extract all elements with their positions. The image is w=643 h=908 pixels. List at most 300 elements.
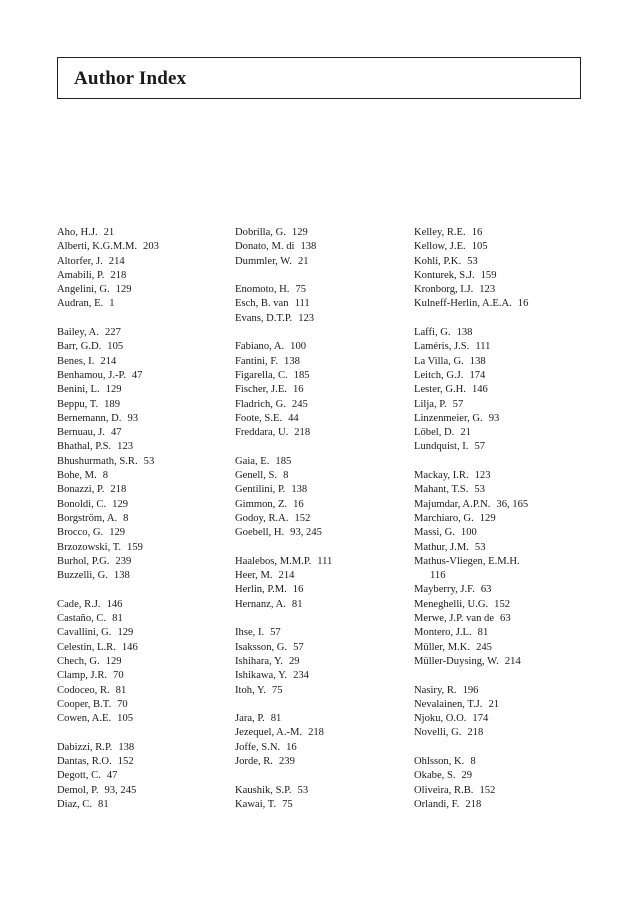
- index-entry: [414, 383, 586, 397]
- index-entry: [235, 383, 403, 397]
- page-numbers: 239: [115, 555, 132, 567]
- author-name: La Villa, G.: [414, 355, 464, 367]
- page-numbers: 16: [293, 498, 304, 510]
- author-name: Bernuau, J.: [57, 427, 105, 439]
- page-numbers: 63: [480, 584, 492, 596]
- index-entry: [57, 398, 225, 412]
- page-numbers: 57: [474, 441, 486, 453]
- author-name: Ishikawa, Y.: [235, 670, 288, 682]
- index-entry: [235, 512, 403, 526]
- letter-group: [235, 283, 403, 326]
- page-numbers: 47: [110, 427, 122, 439]
- author-name: Mathus-Vliegen, E.M.H.: [414, 555, 520, 567]
- author-name: Ohlsson, K.: [414, 755, 465, 767]
- author-name: Mayberry, J.F.: [414, 584, 475, 596]
- page-numbers: 105: [117, 713, 134, 725]
- page-numbers: 81: [112, 613, 123, 625]
- page-numbers: 93, 245: [104, 784, 137, 796]
- page-numbers: 57: [270, 627, 281, 639]
- index-entry: [414, 369, 586, 383]
- index-entry: [57, 240, 225, 254]
- index-entry-continuation: [414, 569, 586, 583]
- author-name: Benes, I.: [57, 355, 95, 367]
- page-numbers: 152: [479, 784, 496, 796]
- page-numbers: 63: [500, 613, 511, 625]
- index-entry: [57, 469, 225, 483]
- index-entry: [235, 784, 403, 798]
- author-name: Jorde, R.: [235, 755, 273, 767]
- author-name: Kaushik, S.P.: [235, 784, 292, 796]
- index-entry: [57, 684, 225, 698]
- page-numbers: 21: [460, 427, 471, 439]
- page-numbers: 16: [286, 741, 297, 753]
- index-entry: [57, 440, 225, 454]
- author-name: Amabili, P.: [57, 269, 105, 281]
- page-numbers: 81: [115, 684, 127, 696]
- page-numbers: 105: [107, 341, 124, 353]
- author-name: Audran, E.: [57, 298, 104, 310]
- author-name: Buzzelli, G.: [57, 570, 108, 582]
- index-entry: [235, 641, 403, 655]
- index-entry: [235, 569, 403, 583]
- author-name: Orlandi, F.: [414, 798, 460, 810]
- page-numbers: 174: [469, 369, 486, 381]
- author-name: Haalebos, M.M.P.: [235, 555, 312, 567]
- page-numbers: 47: [131, 369, 143, 381]
- index-entry: [235, 355, 403, 369]
- index-entry: [57, 526, 225, 540]
- index-entry: [57, 784, 225, 798]
- page-numbers: 29: [461, 770, 473, 782]
- author-name: Evans, D.T.P.: [235, 312, 293, 324]
- index-entry: [57, 355, 225, 369]
- page-numbers: 29: [288, 655, 300, 667]
- page-numbers: 245: [476, 641, 492, 653]
- index-entry: [57, 626, 225, 640]
- author-name: Laméris, J.S.: [414, 341, 470, 353]
- page-numbers: 146: [121, 641, 138, 653]
- index-column-3: [414, 226, 586, 826]
- page-numbers: 75: [295, 284, 307, 296]
- author-name: Müller-Duysing, W.: [414, 655, 499, 667]
- index-entry: [235, 726, 403, 740]
- page-numbers: 16: [517, 298, 529, 310]
- page-numbers: 214: [100, 355, 117, 367]
- index-entry: [57, 541, 225, 555]
- author-name: Ishihara, Y.: [235, 655, 283, 667]
- author-name: Dummler, W.: [235, 255, 292, 267]
- page-numbers: 57: [293, 641, 304, 653]
- author-name: Angelini, G.: [57, 284, 110, 296]
- author-name: Burhol, P.G.: [57, 555, 110, 567]
- author-name: Benhamou, J.-P.: [57, 369, 126, 381]
- index-entry: [57, 383, 225, 397]
- author-name: Alberti, K.G.M.M.: [57, 241, 138, 253]
- page-numbers: 218: [308, 727, 324, 739]
- page-numbers: 189: [104, 398, 120, 410]
- author-name: Müller, M.K.: [414, 641, 471, 653]
- author-name: Oliveira, R.B.: [414, 784, 474, 796]
- letter-group: [235, 784, 403, 813]
- page-numbers: 138: [291, 484, 308, 496]
- author-name: Mahant, T.S.: [414, 484, 469, 496]
- author-name: Cade, R.J.: [57, 598, 101, 610]
- index-entry: [414, 726, 586, 740]
- page-numbers: 146: [471, 384, 488, 396]
- page-numbers: 111: [317, 555, 333, 567]
- index-entry: [414, 555, 586, 569]
- page-numbers: 159: [480, 269, 497, 281]
- index-entry: [414, 255, 586, 269]
- author-name: Codoceo, R.: [57, 684, 110, 696]
- index-entry: [235, 240, 403, 254]
- author-name: Figarella, C.: [235, 369, 288, 381]
- index-entry: [57, 426, 225, 440]
- page-numbers: 1: [109, 298, 115, 310]
- page-numbers: 138: [284, 355, 300, 367]
- index-entry: [414, 641, 586, 655]
- author-name: Nasiry, R.: [414, 684, 457, 696]
- page-numbers: 21: [488, 698, 500, 710]
- author-name: Marchiaro, G.: [414, 512, 474, 524]
- letter-group: [414, 755, 586, 812]
- index-entry: [57, 326, 225, 340]
- index-entry: [57, 269, 225, 283]
- page-numbers: 8: [102, 470, 109, 482]
- author-name: Lester, G.H.: [414, 384, 466, 396]
- author-name: Herlin, P.M.: [235, 584, 287, 596]
- index-entry: [414, 512, 586, 526]
- index-entry: [235, 526, 403, 540]
- author-name: Brzozowski, T.: [57, 541, 122, 553]
- author-name: Gaia, E.: [235, 455, 270, 467]
- author-name: Degott, C.: [57, 770, 101, 782]
- letter-group: [57, 326, 225, 583]
- page-numbers: 214: [504, 655, 521, 667]
- page-numbers: 129: [479, 512, 496, 524]
- author-name: Genell, S.: [235, 470, 278, 482]
- author-name: Bonazzi, P.: [57, 484, 105, 496]
- author-name: Aho, H.J.: [57, 227, 98, 238]
- page-numbers: 146: [106, 598, 123, 610]
- page-numbers: 116: [430, 570, 446, 582]
- page-numbers: 218: [467, 727, 484, 739]
- author-name: Itoh, Y.: [235, 684, 266, 696]
- page-numbers: 123: [474, 470, 491, 482]
- author-name: Freddara, U.: [235, 427, 289, 439]
- index-entry: [235, 283, 403, 297]
- author-name: Cooper, B.T.: [57, 698, 112, 710]
- author-name: Kellow, J.E.: [414, 241, 466, 253]
- author-name: Dantas, R.O.: [57, 755, 112, 767]
- page-numbers: 152: [117, 755, 134, 767]
- index-entry: [414, 755, 586, 769]
- author-name: Dabizzi, R.P.: [57, 741, 113, 753]
- index-entry: [414, 798, 586, 812]
- index-entry: [235, 684, 403, 698]
- page-numbers: 218: [110, 269, 127, 281]
- index-entry: [414, 526, 586, 540]
- page-numbers: 100: [460, 527, 477, 539]
- page-numbers: 105: [471, 241, 488, 253]
- author-name: Benini, L.: [57, 384, 100, 396]
- page-numbers: 138: [113, 570, 130, 582]
- index-entry: [235, 369, 403, 383]
- author-name: Kulneff-Herlin, A.E.A.: [414, 298, 512, 310]
- page-numbers: 214: [278, 570, 295, 582]
- index-entry: [235, 598, 403, 612]
- index-entry: [57, 641, 225, 655]
- author-name: Joffe, S.N.: [235, 741, 281, 753]
- page-numbers: 16: [292, 384, 304, 396]
- index-entry: [235, 255, 403, 269]
- author-name: Laffi, G.: [414, 327, 451, 339]
- page-numbers: 218: [110, 484, 127, 496]
- index-entry: [235, 498, 403, 512]
- letter-group: [235, 226, 403, 269]
- index-entry: [57, 569, 225, 583]
- page-numbers: 111: [294, 298, 310, 310]
- page-numbers: 185: [293, 369, 310, 381]
- page-numbers: 53: [297, 784, 309, 796]
- author-name: Montero, J.L.: [414, 627, 472, 639]
- index-entry: [414, 769, 586, 783]
- author-name: Beppu, T.: [57, 398, 99, 410]
- letter-group: [414, 469, 586, 669]
- author-name: Gentilini, P.: [235, 484, 286, 496]
- index-entry: [414, 426, 586, 440]
- author-name: Bhathal, P.S.: [57, 441, 112, 453]
- page-numbers: 129: [291, 227, 308, 238]
- page-numbers: 111: [475, 341, 491, 353]
- author-name: Gimmon, Z.: [235, 498, 288, 510]
- index-entry: [235, 741, 403, 755]
- page-numbers: 138: [456, 327, 473, 339]
- author-name: Dobrilla, G.: [235, 227, 286, 238]
- page-numbers: 138: [300, 241, 317, 253]
- index-entry: [57, 612, 225, 626]
- index-entry: [57, 455, 225, 469]
- index-entry: [57, 769, 225, 783]
- author-name: Kronborg, I.J.: [414, 284, 474, 296]
- index-entry: [57, 698, 225, 712]
- letter-group: [235, 555, 403, 612]
- page-numbers: 203: [143, 241, 159, 253]
- index-entry: [414, 326, 586, 340]
- page-numbers: 70: [117, 698, 128, 710]
- title-box: [57, 57, 581, 99]
- author-name: Diaz, C.: [57, 798, 93, 810]
- letter-group: [235, 340, 403, 440]
- index-entry: [57, 283, 225, 297]
- author-name: Ihse, I.: [235, 627, 265, 639]
- author-name: Mackay, I.R.: [414, 470, 469, 482]
- author-name: Kawai, T.: [235, 798, 277, 810]
- page-numbers: 185: [275, 455, 292, 467]
- index-column-1: [57, 226, 225, 826]
- page-numbers: 93: [127, 412, 139, 424]
- index-entry: [57, 755, 225, 769]
- index-entry: [57, 369, 225, 383]
- page-numbers: 245: [291, 398, 308, 410]
- index-entry: [57, 655, 225, 669]
- author-name: Jezequel, A.-M.: [235, 727, 303, 739]
- author-name: Merwe, J.P. van de: [414, 613, 495, 625]
- author-name: Fischer, J.E.: [235, 384, 287, 396]
- index-entry: [235, 469, 403, 483]
- index-entry: [57, 555, 225, 569]
- author-name: Clamp, J.R.: [57, 670, 108, 682]
- page-numbers: 81: [270, 713, 282, 725]
- index-entry: [235, 798, 403, 812]
- page-numbers: 100: [290, 341, 307, 353]
- author-name: Löbel, D.: [414, 427, 455, 439]
- author-name: Lilja, P.: [414, 398, 447, 410]
- letter-group: [57, 741, 225, 812]
- page-numbers: 93: [488, 412, 500, 424]
- index-entry: [414, 355, 586, 369]
- index-entry: [414, 483, 586, 497]
- author-name: Goebell, H.: [235, 527, 285, 539]
- page-numbers: 81: [477, 627, 489, 639]
- index-entry: [57, 297, 225, 311]
- author-name: Massi, G.: [414, 527, 455, 539]
- page-numbers: 16: [292, 584, 304, 596]
- author-name: Castaño, C.: [57, 613, 107, 625]
- author-name: Fabiano, A.: [235, 341, 285, 353]
- page-numbers: 16: [471, 227, 483, 238]
- letter-group: [414, 226, 586, 312]
- author-name: Cavallini, G.: [57, 627, 112, 639]
- author-name: Majumdar, A.P.N.: [414, 498, 491, 510]
- index-entry: [414, 698, 586, 712]
- author-name: Leitch, G.J.: [414, 369, 464, 381]
- author-name: Barr, G.D.: [57, 341, 102, 353]
- page-numbers: 152: [494, 598, 511, 610]
- index-entry: [57, 798, 225, 812]
- index-column-2: [235, 226, 403, 826]
- index-entry: [235, 655, 403, 669]
- author-name: Enomoto, H.: [235, 284, 290, 296]
- page-title: Author Index: [74, 68, 187, 89]
- page-numbers: 123: [117, 441, 134, 453]
- page-numbers: 47: [106, 770, 118, 782]
- index-entry: [57, 498, 225, 512]
- index-entry: [414, 684, 586, 698]
- page-numbers: 129: [115, 284, 132, 296]
- author-name: Celestin, L.R.: [57, 641, 116, 653]
- author-name: Linzenmeier, G.: [414, 412, 483, 424]
- index-entry: [57, 598, 225, 612]
- page-numbers: 129: [105, 384, 122, 396]
- index-entry: [414, 598, 586, 612]
- page-numbers: 21: [297, 255, 309, 267]
- page-numbers: 53: [143, 455, 155, 467]
- page-numbers: 159: [127, 541, 143, 553]
- page-numbers: 53: [467, 255, 478, 267]
- page-numbers: 8: [123, 512, 129, 524]
- author-name: Kohli, P.K.: [414, 255, 462, 267]
- letter-group: [235, 455, 403, 541]
- index-entry: [414, 240, 586, 254]
- index-entry: [414, 469, 586, 483]
- index-entry: [414, 498, 586, 512]
- author-name: Demol, P.: [57, 784, 99, 796]
- author-name: Bonoldi, C.: [57, 498, 107, 510]
- author-name: Altorfer, J.: [57, 255, 103, 267]
- author-name: Esch, B. van: [235, 298, 289, 310]
- index-entry: [235, 555, 403, 569]
- index-entry: [414, 784, 586, 798]
- page-numbers: 129: [105, 655, 122, 667]
- page-numbers: 174: [472, 713, 489, 725]
- author-name: Godoy, R.A.: [235, 512, 289, 524]
- author-name: Brocco, G.: [57, 527, 104, 539]
- page-numbers: 129: [109, 527, 126, 539]
- page-numbers: 152: [294, 512, 311, 524]
- author-name: Jara, P.: [235, 713, 265, 725]
- index-entry: [414, 226, 586, 240]
- author-name: Nevalainen, T.J.: [414, 698, 483, 710]
- author-name: Heer, M.: [235, 570, 273, 582]
- index-entry: [57, 412, 225, 426]
- letter-group: [235, 712, 403, 769]
- index-entry: [57, 340, 225, 354]
- index-entry: [414, 583, 586, 597]
- author-name: Kelley, R.E.: [414, 227, 466, 238]
- index-entry: [235, 626, 403, 640]
- index-entry: [414, 398, 586, 412]
- index-entry: [414, 269, 586, 283]
- page-numbers: 138: [469, 355, 486, 367]
- letter-group: [414, 684, 586, 741]
- index-entry: [57, 712, 225, 726]
- page-numbers: 44: [288, 412, 299, 424]
- page-numbers: 123: [298, 312, 315, 324]
- index-entry: [235, 412, 403, 426]
- author-name: Bailey, A.: [57, 327, 99, 339]
- page-numbers: 129: [112, 498, 129, 510]
- page-numbers: 93, 245: [290, 527, 322, 539]
- index-entry: [235, 455, 403, 469]
- page-numbers: 239: [278, 755, 295, 767]
- author-name: Njoku, O.O.: [414, 713, 467, 725]
- page-numbers: 75: [282, 798, 293, 810]
- index-entry: [235, 669, 403, 683]
- index-entry: [414, 541, 586, 555]
- page-numbers: 8: [470, 755, 476, 767]
- author-name: Mathur, J.M.: [414, 541, 469, 553]
- author-name: Bhushurmath, S.R.: [57, 455, 138, 467]
- letter-group: [57, 598, 225, 727]
- letter-group: [235, 626, 403, 697]
- author-name: Chech, G.: [57, 655, 100, 667]
- page-numbers: 218: [294, 427, 311, 439]
- page-numbers: 218: [465, 798, 482, 810]
- page-numbers: 196: [462, 684, 479, 696]
- index-entry: [414, 712, 586, 726]
- page-numbers: 138: [118, 741, 135, 753]
- author-name: Bohe, M.: [57, 470, 97, 482]
- page-numbers: 214: [108, 255, 125, 267]
- index-entry: [235, 398, 403, 412]
- page-numbers: 36, 165: [496, 498, 529, 510]
- author-name: Foote, S.E.: [235, 412, 283, 424]
- index-entry: [414, 297, 586, 311]
- author-name: Meneghelli, U.G.: [414, 598, 489, 610]
- index-entry: [235, 426, 403, 440]
- page-numbers: 234: [293, 670, 309, 682]
